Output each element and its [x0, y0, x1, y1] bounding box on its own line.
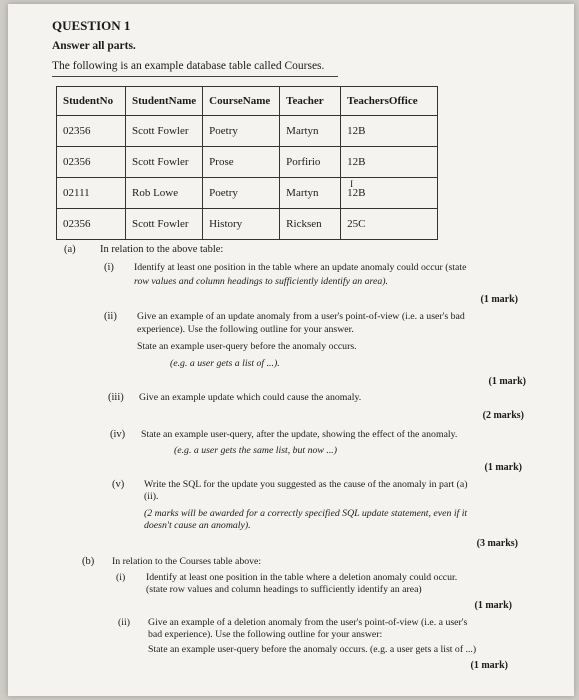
- part-a-v-text: Write the SQL for the update you suggested as the cause of the anomaly in part (a): [144, 479, 468, 490]
- question-intro: The following is an example database table called Courses.: [52, 60, 325, 72]
- table-cell: 02356: [57, 116, 126, 147]
- part-a-iv-text: State an example user-query, after the update, showing the effect of the anomaly.: [141, 429, 458, 440]
- table-cell: History: [203, 209, 280, 240]
- part-a-ii-text: Give an example of an update anomaly from a user's point-of-view (i.e. a user's bad: [137, 311, 465, 322]
- part-a-i-num: (i): [104, 262, 114, 273]
- table-row: [57, 209, 438, 240]
- col-header-teachersoffice: TeachersOffice: [341, 87, 438, 116]
- text-cursor-icon: I: [350, 179, 354, 189]
- table-cell: Poetry: [203, 116, 280, 147]
- table-header-row: [57, 87, 438, 116]
- table-cell: [341, 178, 438, 209]
- table-cell: 02356: [57, 147, 126, 178]
- part-a-intro: In relation to the above table:: [100, 244, 224, 255]
- table-row: [57, 178, 438, 209]
- table-cell: Ricksen: [280, 209, 341, 240]
- part-b-ii-text-3: State an example user-query before the anomaly occurs. (e.g. a user gets a list of ...): [148, 644, 477, 655]
- part-b-intro: In relation to the Courses table above:: [112, 556, 262, 567]
- table-cell: Rob Lowe: [126, 178, 203, 209]
- part-b-ii-text: Give an example of a deletion anomaly from the user's point-of-view (i.e. a user's: [148, 617, 468, 628]
- part-a-v-num: (v): [112, 479, 125, 490]
- part-b-ii-num: (ii): [118, 617, 130, 628]
- part-a-i-text-2: row values and column headings to sufficiently identify an area).: [134, 276, 388, 287]
- table-cell: 12B: [341, 116, 438, 147]
- courses-table: [56, 86, 438, 240]
- table-cell: Martyn: [280, 116, 341, 147]
- part-a-iv-marks: (1 mark): [484, 462, 522, 473]
- part-a-ii-text-2: experience). Use the following outline for your answer.: [137, 324, 354, 335]
- part-b-i-marks: (1 mark): [474, 600, 512, 611]
- part-a-iv-num: (iv): [110, 429, 126, 440]
- col-header-teacher: Teacher: [280, 87, 341, 116]
- part-b-i-text-2: (state row values and column headings to sufficiently identify an area): [146, 584, 422, 595]
- table-cell: Scott Fowler: [126, 116, 203, 147]
- part-a-i-marks: (1 mark): [480, 294, 518, 305]
- table-cell: Poetry: [203, 178, 280, 209]
- col-header-coursename: CourseName: [203, 87, 280, 116]
- part-b-ii-text-2: bad experience). Use the following outline for your answer:: [148, 629, 383, 640]
- part-b-label: (b): [82, 556, 95, 567]
- part-a-ii-marks: (1 mark): [488, 376, 526, 387]
- table-cell: Scott Fowler: [126, 209, 203, 240]
- part-a-iii-text: Give an example update which could cause the anomaly.: [139, 392, 362, 403]
- table-cell: 02356: [57, 209, 126, 240]
- part-a-v-text-3: (2 marks will be awarded for a correctly specified SQL update statement, even if it: [144, 508, 468, 519]
- exam-page: [8, 4, 574, 696]
- part-a-iv-text-2: (e.g. a user gets the same list, but now ...): [174, 445, 337, 456]
- part-a-v-marks: (3 marks): [476, 538, 518, 549]
- question-subtitle: Answer all parts.: [52, 40, 136, 52]
- part-a-v-text-4: doesn't cause an anomaly).: [144, 520, 251, 531]
- table-cell: Scott Fowler: [126, 147, 203, 178]
- part-a-ii-text-4: (e.g. a user gets a list of ...).: [170, 358, 280, 369]
- table-cell: 02111: [57, 178, 126, 209]
- table-cell: 12B: [341, 147, 438, 178]
- col-header-studentname: StudentName: [126, 87, 203, 116]
- table-cell-text: 12B: [347, 187, 366, 199]
- col-header-studentno: StudentNo: [57, 87, 126, 116]
- part-a-i-text: Identify at least one position in the table where an update anomaly could occur (state: [134, 262, 467, 273]
- part-b-i-num: (i): [116, 572, 126, 583]
- table-cell: 25C: [341, 209, 438, 240]
- part-a-label: (a): [64, 244, 76, 255]
- part-b-i-text: Identify at least one position in the table where a deletion anomaly could occur.: [146, 572, 458, 583]
- part-a-ii-text-3: State an example user-query before the anomaly occurs.: [137, 341, 357, 352]
- part-a-iii-num: (iii): [108, 392, 124, 403]
- table-cell: Martyn: [280, 178, 341, 209]
- part-a-v-text-2: (ii).: [144, 491, 159, 502]
- part-a-ii-num: (ii): [104, 311, 117, 322]
- question-title: QUESTION 1: [52, 18, 131, 33]
- part-b-ii-marks: (1 mark): [470, 660, 508, 671]
- table-row: [57, 116, 438, 147]
- table-cell: Prose: [203, 147, 280, 178]
- part-a-iii-marks: (2 marks): [482, 410, 524, 421]
- table-row: [57, 147, 438, 178]
- table-cell: Porfirio: [280, 147, 341, 178]
- intro-underline: [52, 76, 338, 77]
